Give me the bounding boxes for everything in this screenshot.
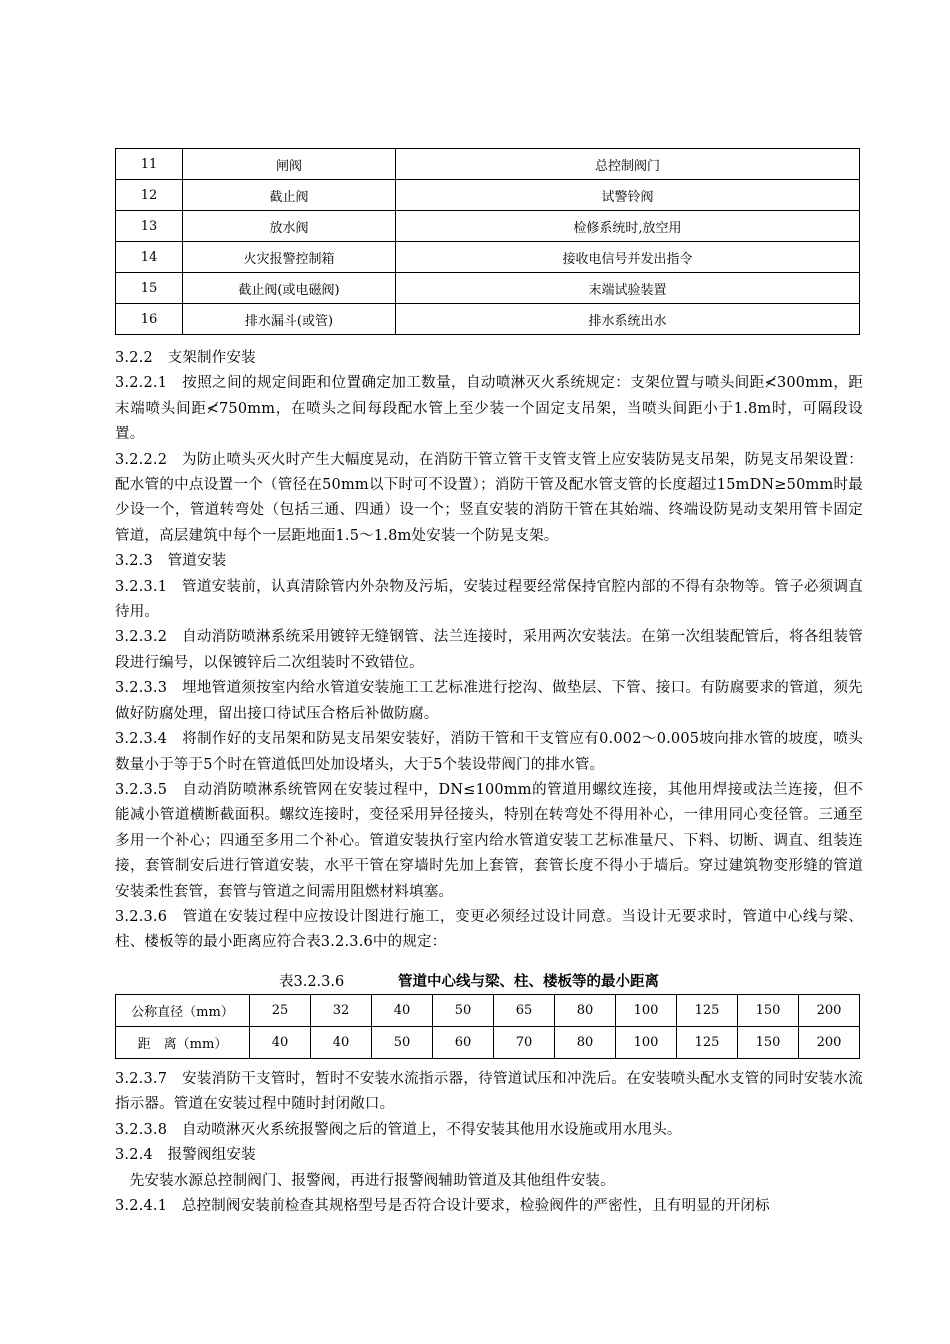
diameter-label: 公称直径（mm） (116, 995, 250, 1027)
table-title: 管道中心线与梁、柱、楼板等的最小距离 (398, 974, 659, 990)
paragraph-3-2-3-5: 3.2.3.5 自动消防喷淋系统管网在安装过程中，DN≤100mm的管道用螺纹连接，其他用焊接或法兰连接，但不能减小管道横断截面积。螺纹连接时，变径采用异径接头，特别在转弯处不得用补心，一律用同心变径管。三通至多用一个补心；四通至多用二个补心。管道安装执行室内给水管道安装工艺标准量尺、下料、切断、调直、组装连接，套管制安后进行管道安装，水平干管在穿墙时先加上套管，套管长度不得小于墙后。穿过建筑物变形缝的管道安装柔性套管，套管与管道之间需用阻燃材料填塞。 (115, 781, 863, 900)
diameter-value: 40 (372, 995, 433, 1027)
component-name: 截止阀 (183, 180, 396, 211)
row-number: 12 (116, 180, 183, 211)
component-purpose: 试警铃阀 (396, 180, 860, 211)
diameter-row (116, 995, 860, 1027)
distance-row (116, 1027, 860, 1059)
paragraph-3-2-3-7: 3.2.3.7 安装消防干支管时，暂时不安装水流指示器，待管道试压和冲洗后。在安装喷头配水支管的同时安装水流指示器。管道在安装过程中随时封闭敞口。 (115, 1071, 863, 1113)
diameter-value: 50 (433, 995, 494, 1027)
distance-value: 100 (616, 1027, 677, 1059)
component-name: 排水漏斗(或管) (183, 304, 396, 335)
distance-table (115, 994, 860, 1059)
paragraph-3-2-3-3: 3.2.3.3 埋地管道须按室内给水管道安装施工工艺标准进行挖沟、做垫层、下管、接口。有防腐要求的管道，须先做好防腐处理，留出接口待试压合格后补做防腐。 (115, 680, 863, 722)
row-number: 15 (116, 273, 183, 304)
paragraph-3-2-4-1: 3.2.4.1 总控制阀安装前检查其规格型号是否符合设计要求，检验阀件的严密性，且有明显的开闭标 (115, 1198, 770, 1215)
distance-value: 80 (555, 1027, 616, 1059)
distance-value: 125 (677, 1027, 738, 1059)
paragraph-3-2-3-2: 3.2.3.2 自动消防喷淋系统采用镀锌无缝钢管、法兰连接时，采用两次安装法。在第一次组装配管后，将各组装管段进行编号，以保镀锌后二次组装时不致错位。 (115, 629, 863, 671)
table-row (116, 180, 860, 211)
table-number: 表3.2.3.6 (279, 974, 345, 990)
distance-value: 50 (372, 1027, 433, 1059)
distance-label: 距 离（mm） (116, 1027, 250, 1059)
component-name: 放水阀 (183, 211, 396, 242)
distance-value: 60 (433, 1027, 494, 1059)
diameter-value: 25 (250, 995, 311, 1027)
section-heading-3-2-4: 3.2.4 报警阀组安装 (115, 1147, 256, 1164)
paragraph-3-2-3-6: 3.2.3.6 管道在安装过程中应按设计图进行施工，变更必须经过设计同意。当设计无要求时，管道中心线与梁、柱、楼板等的最小距离应符合表3.2.3.6中的规定： (115, 908, 863, 951)
component-purpose: 总控制阀门 (396, 149, 860, 180)
table-row (116, 273, 860, 304)
diameter-value: 200 (799, 995, 860, 1027)
paragraph-3-2-2-1: 3.2.2.1 按照之间的规定间距和位置确定加工数量，自动喷淋灭火系统规定：支架位置与喷头间距≮300mm，距末端喷头间距≮750mm，在喷头之间每段配水管上至少装一个固定支吊架，当喷头间距小于1.8m时，可隔段设置。 (115, 375, 863, 443)
parts-table (115, 148, 860, 335)
text-block-main (115, 346, 863, 956)
distance-value: 200 (799, 1027, 860, 1059)
diameter-value: 100 (616, 995, 677, 1027)
table-caption (115, 971, 859, 993)
table-row (116, 242, 860, 273)
component-purpose: 检修系统时,放空用 (396, 211, 860, 242)
paragraph-3-2-3-4: 3.2.3.4 将制作好的支吊架和防晃支吊架安装好，消防干管和干支管应有0.002～0.005坡向排水管的坡度，喷头数量小于等于5个时在管道低凹处加设堵头，大于5个装设带阀门的排水管。 (115, 731, 863, 773)
component-purpose: 排水系统出水 (396, 304, 860, 335)
paragraph-3-2-3-8: 3.2.3.8 自动喷淋灭火系统报警阀之后的管道上，不得安装其他用水设施或用水甩头。 (115, 1121, 682, 1138)
row-number: 11 (116, 149, 183, 180)
diameter-value: 150 (738, 995, 799, 1027)
distance-value: 40 (250, 1027, 311, 1059)
table-row (116, 211, 860, 242)
diameter-value: 65 (494, 995, 555, 1027)
paragraph-3-2-2-2: 3.2.2.2 为防止喷头灭火时产生大幅度晃动，在消防干管立管干支管支管上应安装防晃支吊架，防晃支吊架设置：配水管的中点设置一个（管径在50mm以下时可不设置）；消防干管及配水管支管的长度超过15mDN≥50mm时最少设一个，管道转弯处（包括三通、四通）设一个；竖直安装的消防干管在其始端、终端设防晃动支架用管卡固定管道，高层建筑中每个一层距地面1.5～1.8m处安装一个防晃支架。 (115, 451, 863, 544)
row-number: 16 (116, 304, 183, 335)
paragraph-3-2-4-intro: 先安装水源总控制阀门、报警阀，再进行报警阀辅助管道及其他组件安装。 (115, 1172, 615, 1189)
component-name: 火灾报警控制箱 (183, 242, 396, 273)
component-name: 闸阀 (183, 149, 396, 180)
diameter-value: 125 (677, 995, 738, 1027)
diameter-value: 80 (555, 995, 616, 1027)
distance-value: 150 (738, 1027, 799, 1059)
table-row (116, 304, 860, 335)
row-number: 14 (116, 242, 183, 273)
table-row (116, 149, 860, 180)
component-purpose: 末端试验装置 (396, 273, 860, 304)
diameter-value: 32 (311, 995, 372, 1027)
row-number: 13 (116, 211, 183, 242)
distance-value: 40 (311, 1027, 372, 1059)
text-block-after-table (115, 1067, 863, 1219)
component-name: 截止阀(或电磁阀) (183, 273, 396, 304)
section-heading-3-2-3: 3.2.3 管道安装 (115, 553, 227, 570)
section-heading-3-2-2: 3.2.2 支架制作安装 (115, 350, 256, 366)
component-purpose: 接收电信号并发出指令 (396, 242, 860, 273)
distance-value: 70 (494, 1027, 555, 1059)
paragraph-3-2-3-1: 3.2.3.1 管道安装前，认真清除管内外杂物及污垢，安装过程要经常保持官腔内部的不得有杂物等。管子必须调直待用。 (115, 578, 863, 621)
